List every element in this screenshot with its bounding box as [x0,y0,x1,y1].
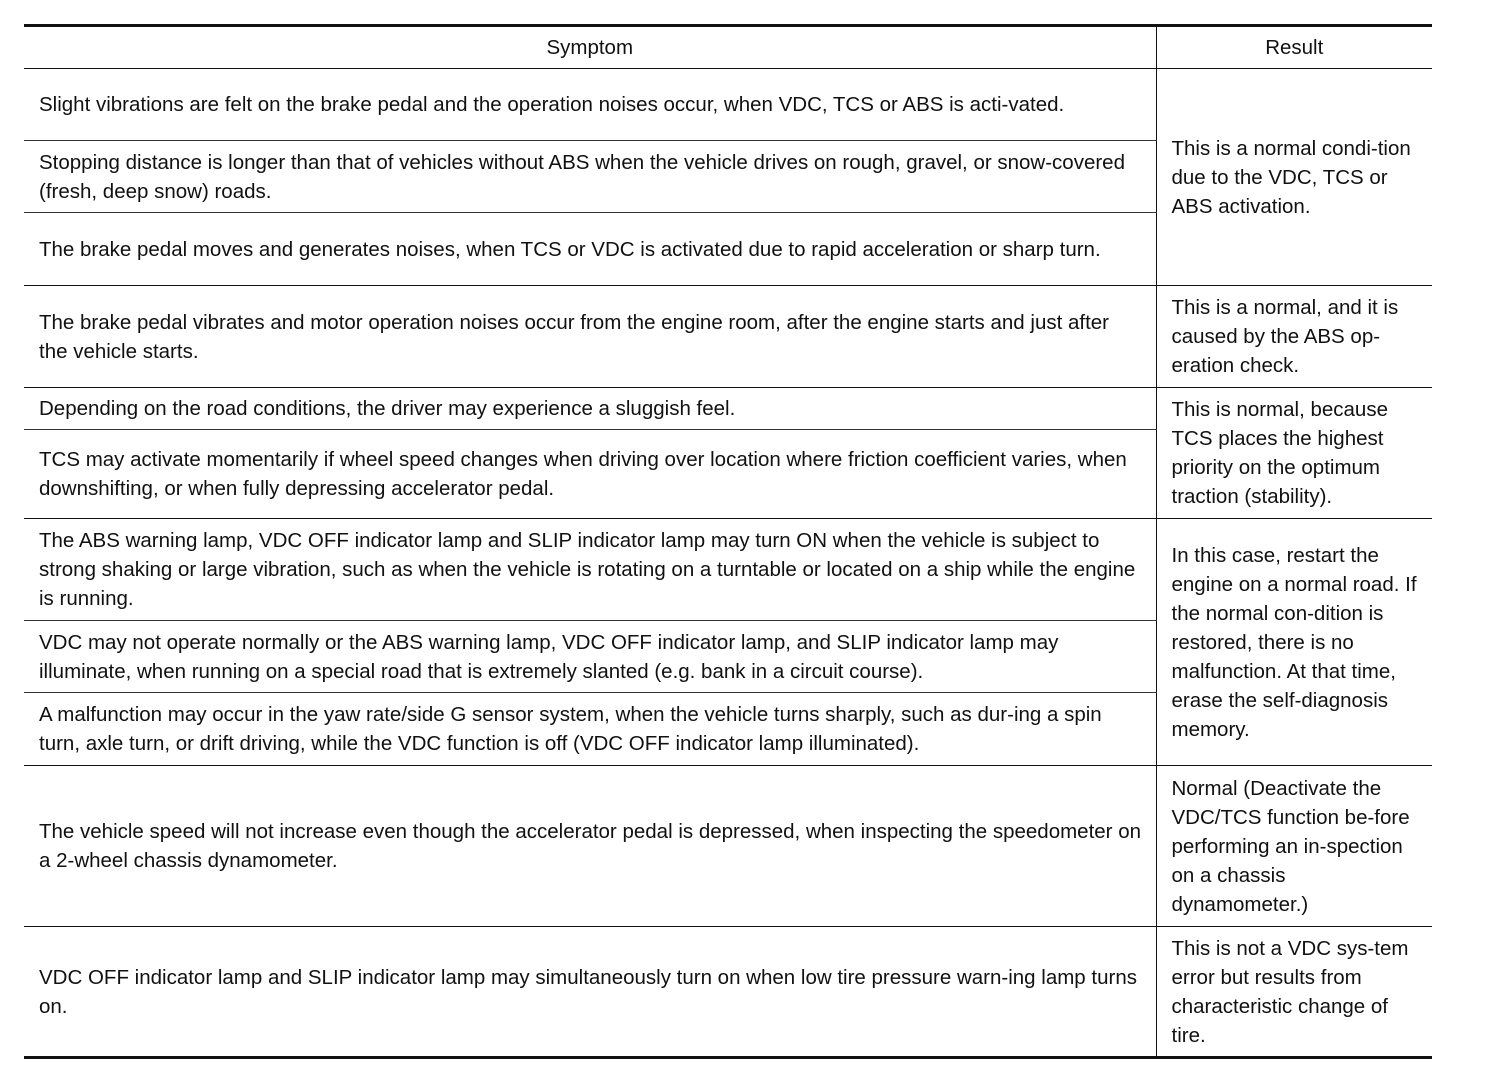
result-cell: This is normal, because TCS places the highest priority on the optimum traction (stability). [1156,388,1432,519]
symptom-cell: TCS may activate momentarily if wheel speed changes when driving over location where friction coefficient varies, when downshifting, or when fully depressing accelerator pedal. [24,430,1156,519]
symptom-result-table [24,24,1432,1059]
result-cell: This is not a VDC sys-tem error but results from characteristic change of tire. [1171,936,1409,1047]
symptom-cell: Slight vibrations are felt on the brake pedal and the operation noises occur, when VDC, TCS or ABS is acti-vated. [24,69,1156,141]
symptom-cell: Depending on the road conditions, the driver may experience a sluggish feel. [24,388,1156,430]
symptom-cell: A malfunction may occur in the yaw rate/side G sensor system, when the vehicle turns sharply, such as dur-ing a spin turn, axle turn, or drift driving, while the VDC function is off (VDC OFF indicator lamp illuminated). [24,693,1156,766]
symptom-cell: The ABS warning lamp, VDC OFF indicator lamp and SLIP indicator lamp may turn ON when the vehicle is subject to strong shaking or large vibration, such as when the vehicle is rotating on a turntable or located on a ship while the engine is running. [24,519,1156,621]
result-header: Result [1156,26,1432,69]
table-row [24,286,1432,388]
header-row [24,26,1432,69]
table-row [24,519,1432,621]
result-cell: This is a normal condi-tion due to the VDC, TCS or ABS activation. [1156,69,1432,286]
table-row [24,69,1432,141]
result-cell: This is a normal, and it is caused by the ABS op-eration check. [1156,286,1432,388]
symptom-cell: The brake pedal moves and generates noises, when TCS or VDC is activated due to rapid acceleration or sharp turn. [24,213,1156,286]
table-row [24,388,1432,430]
symptom-cell: VDC may not operate normally or the ABS warning lamp, VDC OFF indicator lamp, and SLIP indicator lamp may illuminate, when running on a special road that is extremely slanted (e.g. bank in a circuit course). [24,621,1156,693]
symptom-cell: The brake pedal vibrates and motor operation noises occur from the engine room, after the engine starts and just after the vehicle starts. [24,286,1156,388]
table-row [24,927,1432,1058]
symptom-cell: The vehicle speed will not increase even though the accelerator pedal is depressed, when inspecting the speedometer on a 2-wheel chassis dynamometer. [24,766,1156,927]
symptom-cell: VDC OFF indicator lamp and SLIP indicator lamp may simultaneously turn on when low tire pressure warn-ing lamp turns on. [24,927,1156,1058]
result-cell: Normal (Deactivate the VDC/TCS function be-fore performing an in-spection on a chassis dynamometer.) [1156,766,1432,927]
symptom-cell: Stopping distance is longer than that of vehicles without ABS when the vehicle drives on rough, gravel, or snow-covered (fresh, deep snow) roads. [24,141,1156,213]
table-row [24,766,1432,927]
symptom-header: Symptom [24,26,1156,69]
result-cell: In this case, restart the engine on a normal road. If the normal con-dition is restored, there is no malfunction. At that time, erase the self-diagnosis memory. [1156,519,1432,766]
